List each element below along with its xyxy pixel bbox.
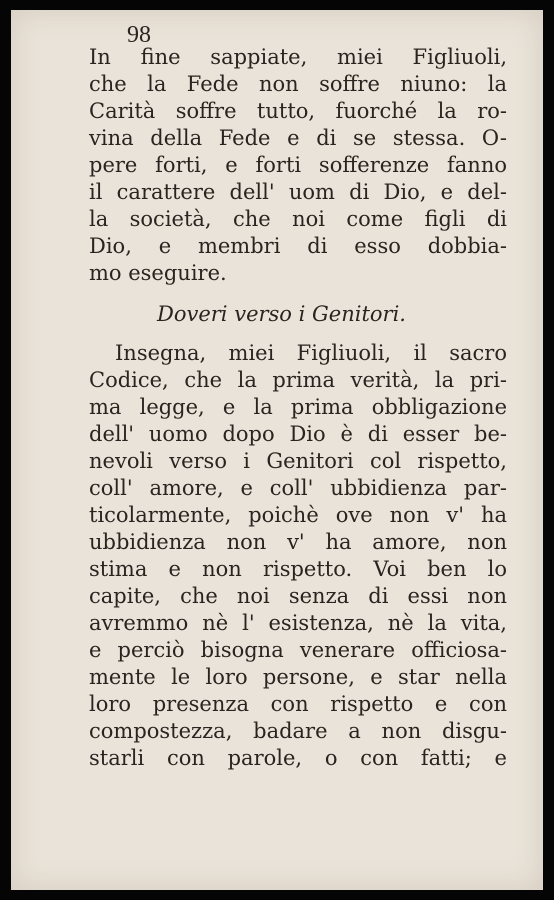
text-line: Carità soffre tutto, fuorché la ro- <box>89 99 507 123</box>
text-line: capite, che noi senza di essi non <box>89 584 507 608</box>
text-line: loro presenza con rispetto e con <box>89 692 507 716</box>
text-line: starli con parole, o con fatti; e <box>89 746 507 770</box>
text-line: compostezza, badare a non disgu- <box>89 719 507 743</box>
text-line: ubbidienza non v' ha amore, non <box>89 530 507 554</box>
text-line: ma legge, e la prima obbligazione <box>89 395 507 419</box>
text-line: dell' uomo dopo Dio è di esser be- <box>89 422 507 446</box>
page-text <box>89 44 507 772</box>
text-line: stima e non rispetto. Voi ben lo <box>89 557 507 581</box>
text-line: Dio, e membri di esso dobbia- <box>89 234 507 258</box>
section-heading: Doveri verso i Genitori. <box>157 302 406 326</box>
text-line: In fine sappiate, miei Figliuoli, <box>89 45 507 69</box>
text-line: avremmo nè l' esistenza, nè la vita, <box>89 611 507 635</box>
text-line: coll' amore, e coll' ubbidienza par- <box>89 476 507 500</box>
text-line: mente le loro persone, e star nella <box>89 665 507 689</box>
text-line: che la Fede non soffre niuno: la <box>89 72 507 96</box>
text-line: vina della Fede e di se stessa. O- <box>89 126 507 150</box>
text-line: ticolarmente, poichè ove non v' ha <box>89 503 507 527</box>
text-line: il carattere dell' uom di Dio, e del- <box>89 180 507 204</box>
text-line: Codice, che la prima verità, la pri- <box>89 368 507 392</box>
page-number: 98 <box>127 22 151 48</box>
text-line: e perciò bisogna venerare officiosa- <box>89 638 507 662</box>
text-line: nevoli verso i Genitori col rispetto, <box>89 449 507 473</box>
book-page <box>11 10 543 890</box>
text-line: la società, che noi come figli di <box>89 207 507 231</box>
paragraph-1 <box>89 44 507 287</box>
text-line: Insegna, miei Figliuoli, il sacro <box>115 341 507 365</box>
text-line: mo eseguire. <box>89 261 227 285</box>
text-line: pere forti, e forti sofferenze fanno <box>89 153 507 177</box>
paragraph-2 <box>89 340 507 772</box>
